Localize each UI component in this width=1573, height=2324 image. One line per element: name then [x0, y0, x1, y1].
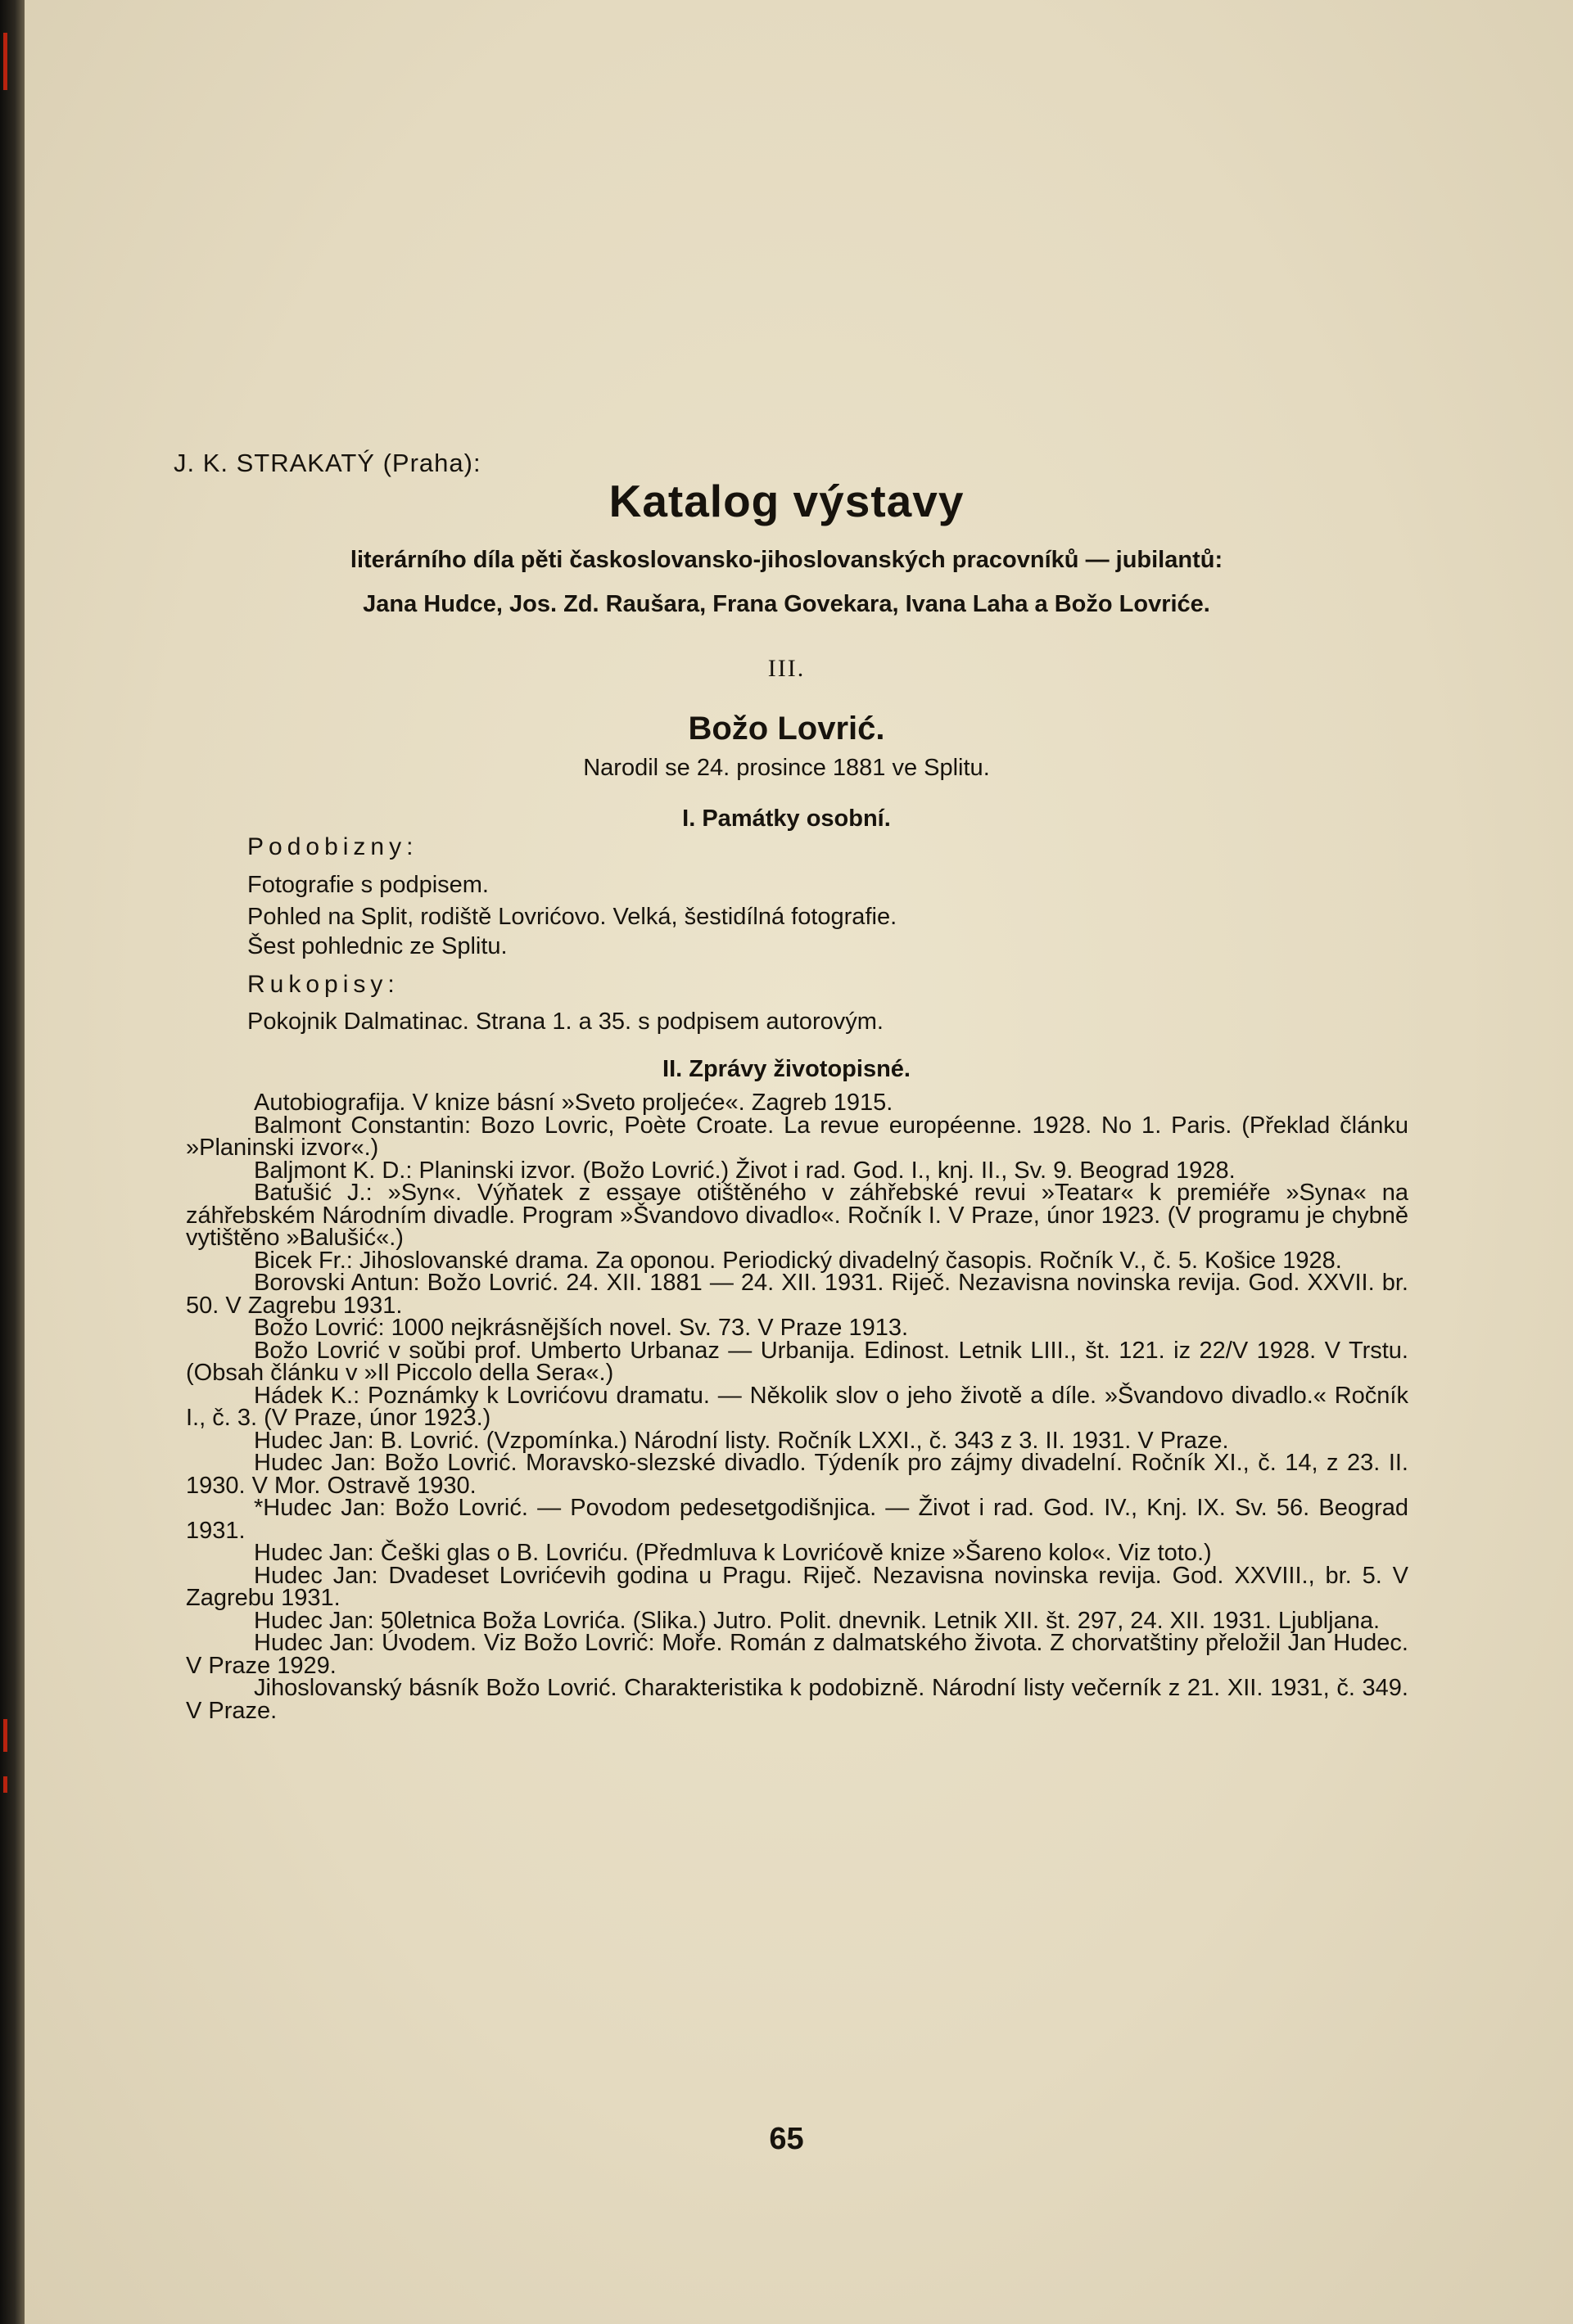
subtitle-line-1: literárního díla pěti časkoslovansko-jihoslovanských pracovníků — jubilantů: [350, 547, 1223, 573]
section-heading-personal: I. Památky osobní. [682, 806, 891, 832]
spine-edge-mark [3, 1776, 7, 1793]
birth-note: Narodil se 24. prosince 1881 ve Splitu. [583, 755, 990, 781]
bibliography-entry: Hudec Jan: 50letnica Boža Lovrića. (Slika.) Jutro. Polit. dnevnik. Letnik XII. št. 297, 24. XII. 1931. Ljubljana. [254, 1607, 1381, 1634]
manuscripts-label: Rukopisy: [247, 971, 400, 998]
page-number: 65 [769, 2122, 804, 2156]
bibliography-entry: Batušić J.: »Syn«. Výňatek z essaye otištěného v záhřebské revui »Teatar« k premiéře »Syna« na záhřebském Národním divadle. Program »Švandovo divadlo«. Ročník I. V Praze, únor 1923. (V programu je chybně vytištěno »Balušić«.) [186, 1180, 1408, 1251]
bibliography-entry: Hudec Jan: Češki glas o B. Lovriću. (Předmluva k Lovrićově knize »Šareno kolo«. Viz toto.) [254, 1540, 1212, 1566]
portrait-item: Pohled na Split, rodiště Lovrićovo. Velká, šestidílná fotografie. [247, 904, 897, 930]
bibliography-entry: Božo Lovrić v soŭbi prof. Umberto Urbanaz — Urbanija. Edinost. Letnik LIII., št. 121. iz 22/V 1928. V Trstu. (Obsah článku v »Il Piccolo della Sera«.) [186, 1337, 1408, 1386]
bibliography-entry: Baljmont K. D.: Planinski izvor. (Božo Lovrić.) Život i rad. God. I., knj. II., Sv. 9. Beograd 1928. [254, 1157, 1236, 1184]
book-spine-shadow [0, 0, 25, 2324]
subtitle-line-2: Jana Hudce, Jos. Zd. Raušara, Frana Govekara, Ivana Laha a Božo Lovriće. [363, 591, 1210, 617]
portraits-label: Podobizny: [247, 833, 418, 860]
article-author: J. K. STRAKATÝ (Praha): [174, 449, 481, 477]
bibliography-entry: Borovski Antun: Božo Lovrić. 24. XII. 1881 — 24. XII. 1931. Riječ. Nezavisna novinska revija. God. XXVII. br. 50. V Zagrebu 1931. [186, 1270, 1408, 1319]
portrait-item: Fotografie s podpisem. [247, 872, 489, 898]
bibliography-list [186, 1092, 1408, 1722]
bibliography-entry: *Hudec Jan: Božo Lovrić. — Povodom pedesetgodišnjica. — Život i rad. God. IV., Knj. IX. Sv. 56. Beograd 1931. [186, 1495, 1408, 1544]
manuscript-item: Pokojnik Dalmatinac. Strana 1. a 35. s podpisem autorovým. [247, 1009, 884, 1035]
bibliography-entry: Hudec Jan: B. Lovrić. (Vzpomínka.) Národní listy. Ročník LXXI., č. 343 z 3. II. 1931. V Praze. [254, 1427, 1229, 1454]
page-title: Katalog výstavy [608, 476, 965, 526]
bibliography-entry: Hudec Jan: Úvodem. Viz Božo Lovrić: Moře. Román z dalmatského života. Z chorvatštiny přeložil Jan Hudec. V Praze 1929. [186, 1630, 1408, 1679]
bibliography-entry: Bicek Fr.: Jihoslovanské drama. Za oponou. Periodický divadelný časopis. Ročník V., č. 5. Košice 1928. [254, 1247, 1342, 1274]
person-name: Božo Lovrić. [688, 711, 885, 747]
bibliography-entry: Hádek K.: Poznámky k Lovrićovu dramatu. — Několik slov o jeho životě a díle. »Švandovo divadlo.« Ročník I., č. 3. (V Praze, únor 1923.) [186, 1382, 1408, 1431]
spine-edge-mark [3, 33, 7, 90]
bibliography-entry: Jihoslovanský básník Božo Lovrić. Charakteristika k podobizně. Národní listy večerník z 21. XII. 1931, č. 349. V Praze. [186, 1675, 1408, 1724]
section-heading-biographical: II. Zprávy životopisné. [662, 1056, 911, 1082]
spine-edge-mark [3, 1719, 7, 1752]
bibliography-entry: Hudec Jan: Dvadeset Lovrićevih godina u Pragu. Riječ. Nezavisna novinska revija. God. XXVIII., br. 5. V Zagrebu 1931. [186, 1562, 1408, 1611]
part-number: III. [767, 655, 806, 682]
bibliography-entry: Autobiografija. V knize básní »Sveto proljeće«. Zagreb 1915. [254, 1090, 893, 1116]
bibliography-entry: Božo Lovrić: 1000 nejkrásnějších novel. Sv. 73. V Praze 1913. [254, 1315, 909, 1341]
portrait-item: Šest pohlednic ze Splitu. [247, 933, 508, 959]
bibliography-entry: Balmont Constantin: Bozo Lovric, Poète Croate. La revue européenne. 1928. No 1. Paris. (Překlad článku »Planinski izvor«.) [186, 1112, 1408, 1161]
bibliography-entry: Hudec Jan: Božo Lovrić. Moravsko-slezské divadlo. Týdeník pro zájmy divadelní. Ročník XI., č. 14, z 23. II. 1930. V Mor. Ostravě 1930. [186, 1450, 1408, 1499]
